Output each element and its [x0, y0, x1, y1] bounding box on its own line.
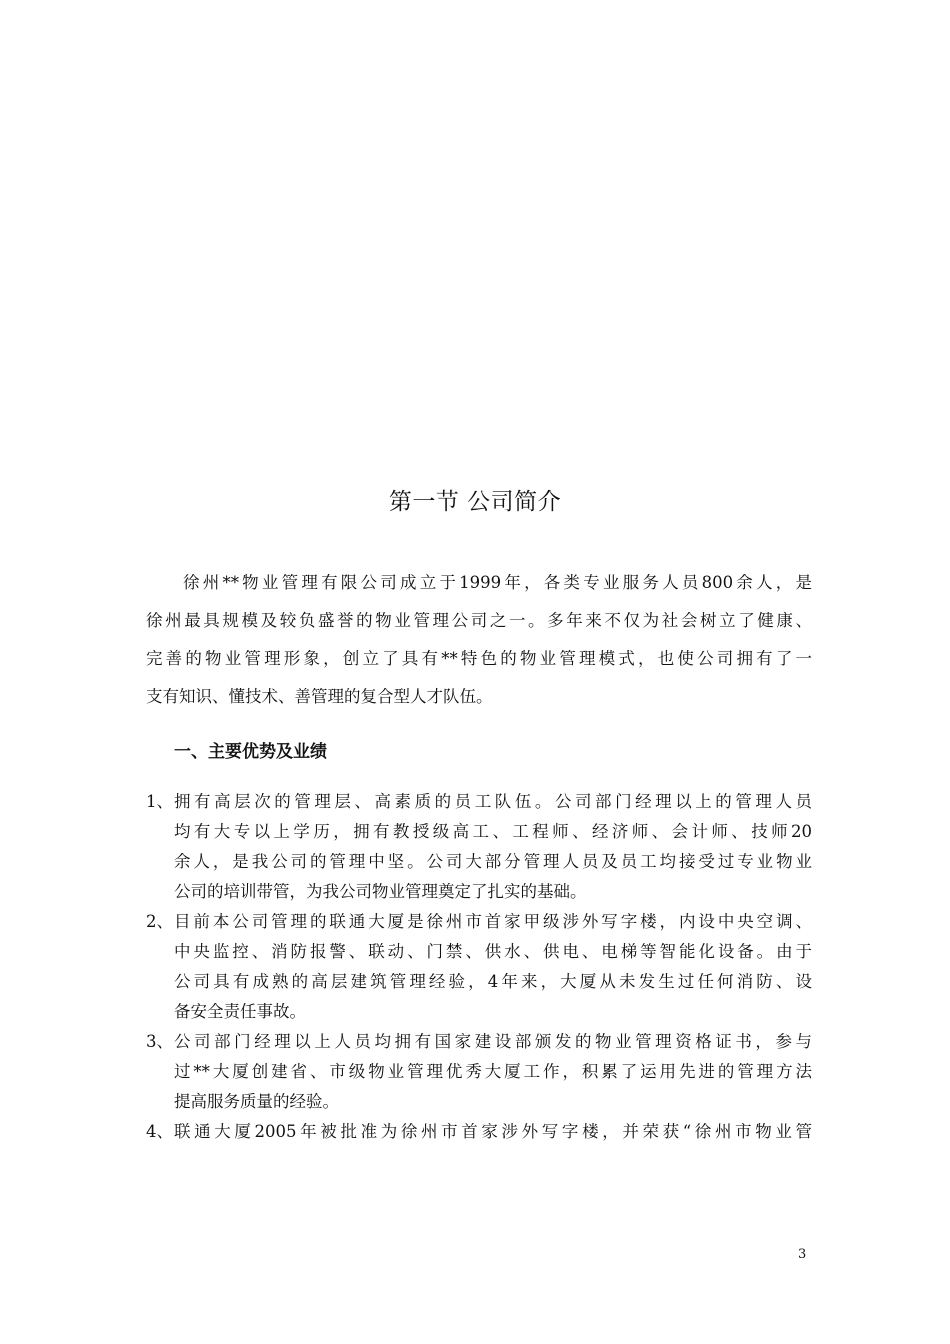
- intro-paragraph: [146, 564, 812, 716]
- list-item-number: 2、: [146, 912, 173, 931]
- intro-line: 支有知识、懂技术、善管理的复合型人才队伍。: [146, 687, 493, 706]
- list-item-line: 目前本公司管理的联通大厦是徐州市首家甲级涉外写字楼，内设中央空调、: [174, 912, 812, 931]
- list-item-number: 4、: [146, 1122, 173, 1141]
- intro-line: 徐州**物业管理有限公司成立于1999年，各类专业服务人员800余人，是: [183, 573, 812, 592]
- list-item-number: 3、: [146, 1032, 173, 1051]
- list-item-line: 中央监控、消防报警、联动、门禁、供水、供电、电梯等智能化设备。由于: [174, 942, 812, 961]
- list-item-number: 1、: [146, 792, 173, 811]
- page-number: 3: [798, 1247, 807, 1262]
- list-item: [146, 1117, 812, 1147]
- list-item: [146, 787, 812, 907]
- list-item-line: 公司部门经理以上人员均拥有国家建设部颁发的物业管理资格证书，参与: [174, 1032, 812, 1051]
- list-item-line: 备安全责任事故。: [174, 1002, 306, 1021]
- list-item: [146, 1027, 812, 1117]
- section-title: 第一节 公司简介: [388, 489, 562, 515]
- intro-line: 完善的物业管理形象，创立了具有**特色的物业管理模式，也使公司拥有了一: [146, 649, 812, 668]
- list-item-line: 均有大专以上学历，拥有教授级高工、工程师、经济师、会计师、技师20: [174, 822, 812, 841]
- intro-line: 徐州最具规模及较负盛誉的物业管理公司之一。多年来不仅为社会树立了健康、: [146, 611, 812, 630]
- list-item-line: 拥有高层次的管理层、高素质的员工队伍。公司部门经理以上的管理人员: [174, 792, 812, 811]
- list-item-line: 公司的培训带管，为我公司物业管理奠定了扎实的基础。: [174, 882, 587, 901]
- list-item: [146, 907, 812, 1027]
- advantages-list: [146, 787, 812, 1147]
- list-item-line: 联通大厦2005年被批准为徐州市首家涉外写字楼，并荣获“徐州市物业管: [174, 1122, 812, 1141]
- list-item-line: 余人，是我公司的管理中坚。公司大部分管理人员及员工均接受过专业物业: [174, 852, 812, 871]
- list-item-line: 公司具有成熟的高层建筑管理经验，4年来，大厦从未发生过任何消防、设: [174, 972, 812, 991]
- list-item-line: 提高服务质量的经验。: [174, 1092, 339, 1111]
- list-item-line: 过**大厦创建省、市级物业管理优秀大厦工作，积累了运用先进的管理方法: [174, 1062, 812, 1081]
- subheading: 一、主要优势及业绩: [174, 742, 327, 762]
